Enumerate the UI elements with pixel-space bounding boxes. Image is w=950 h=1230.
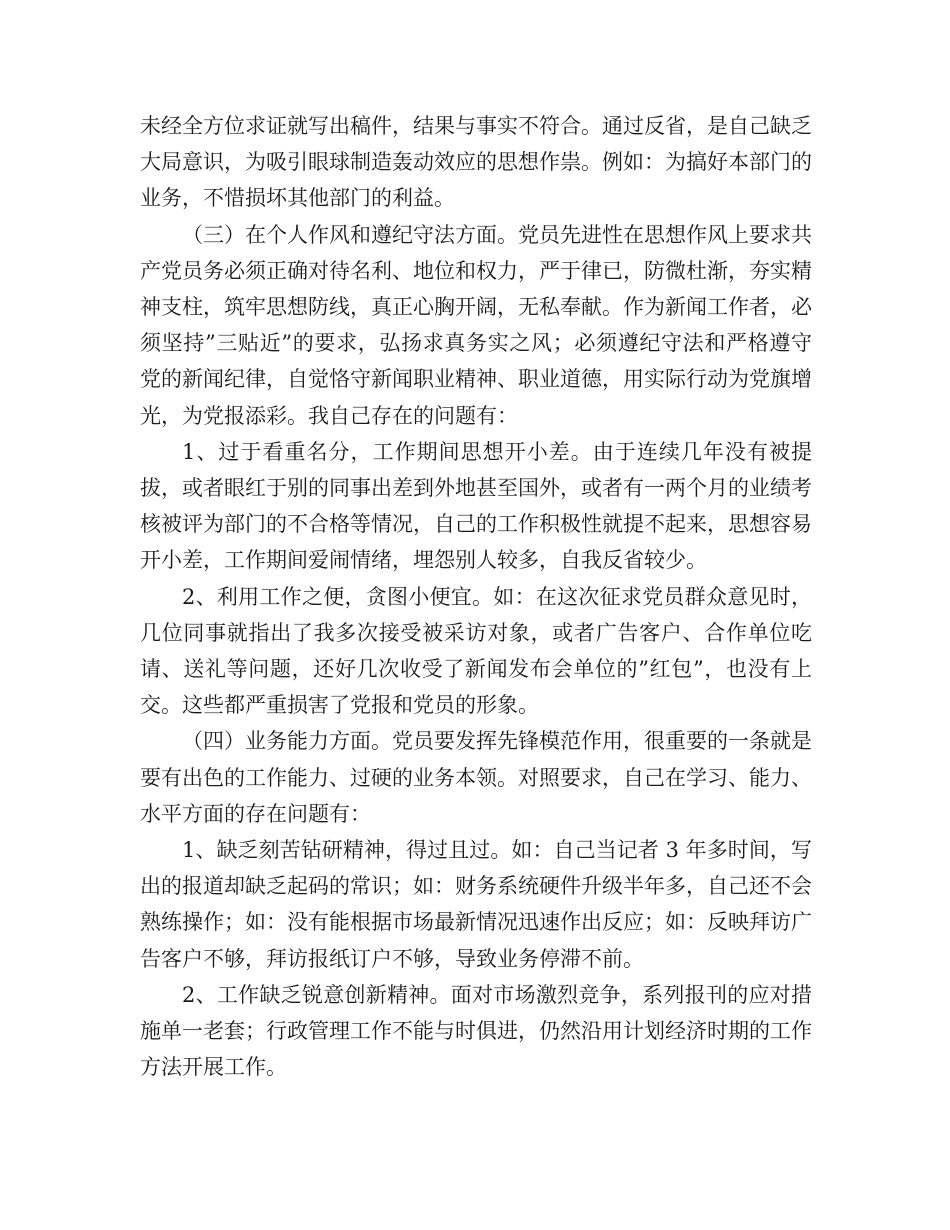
document-page bbox=[140, 108, 812, 1085]
paragraph-item-one-b: 1、缺乏刻苦钻研精神，得过且过。如：自己当记者 3 年多时间，写出的报道却缺乏起码的常识；如：财务系统硬件升级半年多，自己还不会熟练操作；如：没有能根据市场最新情况迅速作出反应；如：反映拜访广告客户不够，拜访报纸订户不够，导致业务停滞不前。 bbox=[140, 838, 812, 971]
paragraph-section-four: （四）业务能力方面。党员要发挥先锋模范作用，很重要的一条就是要有出色的工作能力、过硬的业务本领。对照要求，自己在学习、能力、水平方面的存在问题有： bbox=[140, 729, 812, 826]
paragraph-continuation: 未经全方位求证就写出稿件，结果与事实不符合。通过反省，是自己缺乏大局意识，为吸引眼球制造轰动效应的思想作祟。例如：为搞好本部门的业务，不惜损坏其他部门的利益。 bbox=[140, 114, 812, 211]
paragraph-item-two-b: 2、工作缺乏锐意创新精神。面对市场激烈竞争，系列报刊的应对措施单一老套；行政管理工作不能与时俱进，仍然沿用计划经济时期的工作方法开展工作。 bbox=[140, 982, 812, 1080]
paragraph-item-two: 2、利用工作之便，贪图小便宜。如：在这次征求党员群众意见时，几位同事就指出了我多次接受被采访对象，或者广告客户、合作单位吃请、送礼等问题，还好几次收受了新闻发布会单位的”红包”，也没有上交。这些都严重损害了党报和党员的形象。 bbox=[140, 584, 812, 718]
paragraph-section-three: （三）在个人作风和遵纪守法方面。党员先进性在思想作风上要求共产党员务必须正确对待名利、地位和权力，严于律已，防微杜渐，夯实精神支柱，筑牢思想防线，真正心胸开阔，无私奉献。作为新闻工作者，必须坚持”三贴近”的要求，弘扬求真务实之风；必须遵纪守法和严格遵守党的新闻纪律，自觉恪守新闻职业精神、职业道德，用实际行动为党旗增光，为党报添彩。我自己存在的问题有： bbox=[140, 222, 812, 428]
paragraph-item-one: 1、过于看重名分，工作期间思想开小差。由于连续几年没有被提拔，或者眼红于别的同事出差到外地甚至国外，或者有一两个月的业绩考核被评为部门的不合格等情况，自己的工作积极性就提不起来，思想容易开小差，工作期间爱闹情绪，埋怨别人较多，自我反省较少。 bbox=[140, 439, 812, 573]
